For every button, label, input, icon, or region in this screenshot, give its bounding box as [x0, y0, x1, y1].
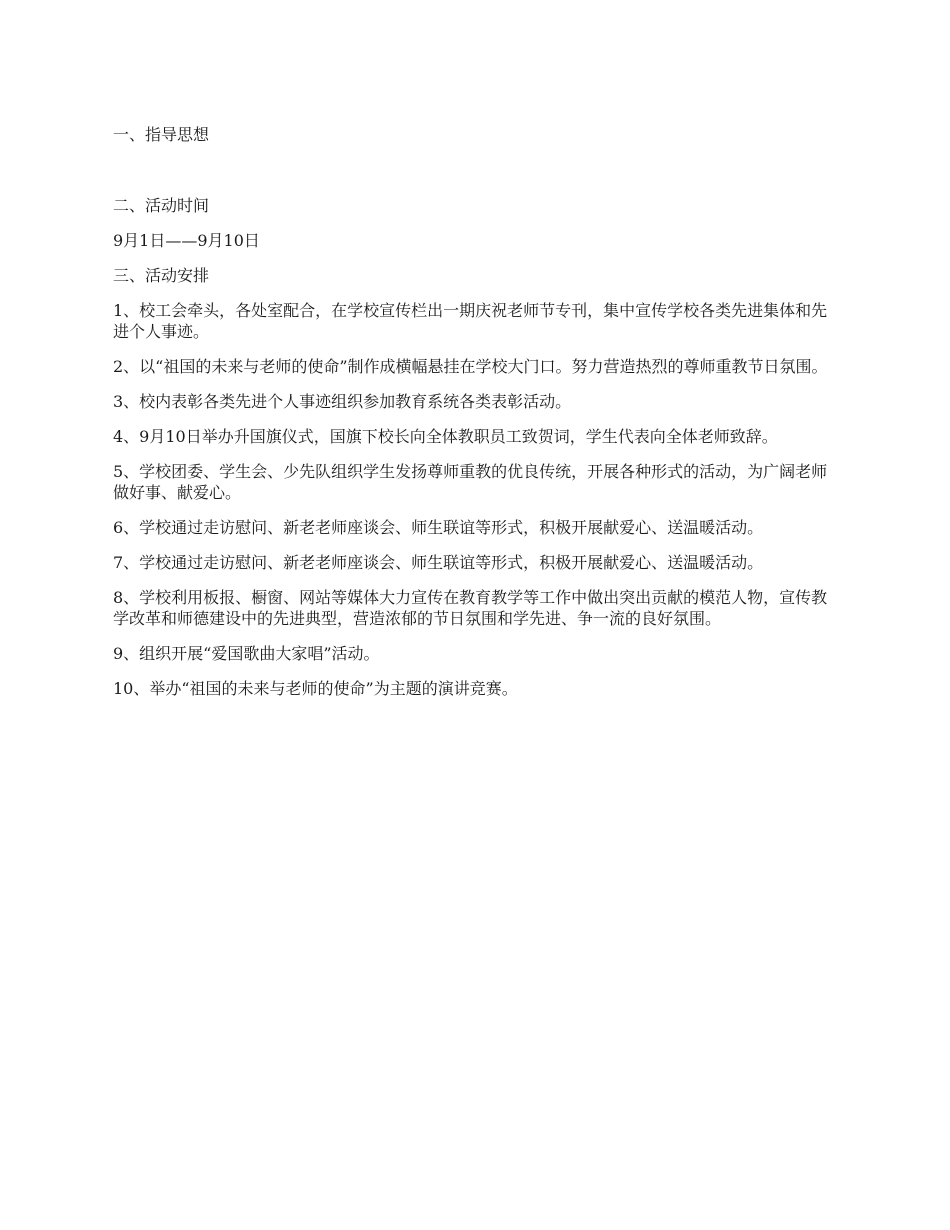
- arrangement-item-1: 1、校工会牵头，各处室配合，在学校宣传栏出一期庆祝老师节专刊，集中宣传学校各类先进集体和先进个人事迹。: [113, 301, 828, 341]
- arrangement-item-10: 10、举办“祖国的未来与老师的使命”为主题的演讲竞赛。: [113, 679, 518, 698]
- section-heading-guiding-ideology: 一、指导思想: [113, 125, 210, 144]
- section-heading-activity-time: 二、活动时间: [113, 196, 210, 215]
- arrangement-item-6: 6、学校通过走访慰问、新老老师座谈会、师生联谊等形式，积极开展献爱心、送温暖活动。: [113, 518, 764, 537]
- arrangement-item-2: 2、以“祖国的未来与老师的使命”制作成横幅悬挂在学校大门口。努力营造热烈的尊师重教节日氛围。: [113, 357, 828, 376]
- arrangement-item-8: 8、学校利用板报、橱窗、网站等媒体大力宣传在教育教学等工作中做出突出贡献的模范人物，宣传教学改革和师德建设中的先进典型，营造浓郁的节日氛围和学先进、争一流的良好氛围。: [113, 588, 828, 628]
- arrangement-item-7: 7、学校通过走访慰问、新老老师座谈会、师生联谊等形式，积极开展献爱心、送温暖活动。: [113, 553, 764, 572]
- document-body: [113, 124, 843, 713]
- arrangement-item-3: 3、校内表彰各类先进个人事迹组织参加教育系统各类表彰活动。: [113, 392, 572, 411]
- arrangement-item-5: 5、学校团委、学生会、少先队组织学生发扬尊师重教的优良传统，开展各种形式的活动，为广阔老师做好事、献爱心。: [113, 462, 828, 502]
- arrangement-item-4: 4、9月10日举办升国旗仪式，国旗下校长向全体教职员工致贺词，学生代表向全体老师致辞。: [113, 427, 778, 446]
- arrangement-item-9: 9、组织开展“爱国歌曲大家唱”活动。: [113, 644, 380, 663]
- activity-dates: 9月1日——9月10日: [113, 231, 260, 250]
- section-heading-activity-arrangement: 三、活动安排: [113, 266, 210, 285]
